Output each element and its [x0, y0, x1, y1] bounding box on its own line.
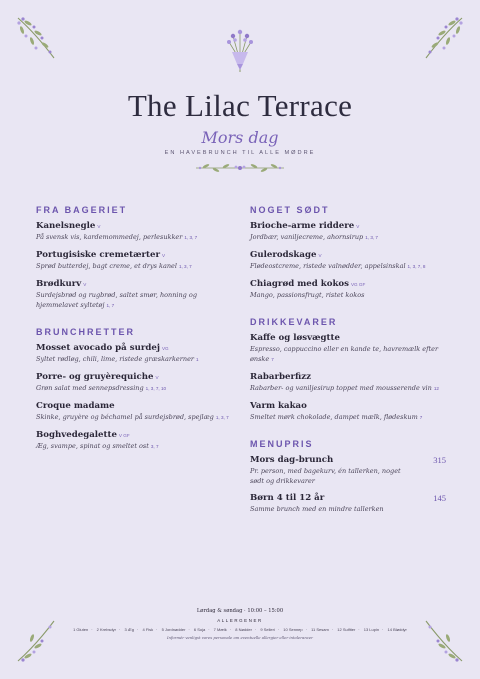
- menu-item: [36, 372, 236, 394]
- diet-tag: V: [356, 224, 360, 229]
- menu-item: [250, 455, 446, 486]
- allergen-codes: 1, 3, 7, 8: [407, 264, 426, 269]
- menu-section-prices: [250, 439, 446, 514]
- section-title: BRUNCHRETTER: [36, 327, 135, 337]
- item-description: Samme brunch med en mindre tallerken: [250, 505, 384, 513]
- menu-item: [36, 401, 236, 423]
- left-column: [36, 205, 236, 468]
- allergen-codes: 1, 3, 7, 10: [145, 386, 167, 391]
- allergen-codes: 7: [271, 357, 274, 362]
- item-description: Jordbær, vaniljecreme, ahornsirup: [250, 233, 364, 241]
- tagline: EN HAVEBRUNCH TIL ALLE MØDRE: [164, 150, 316, 156]
- item-name: Børn 4 til 12 år: [250, 493, 325, 503]
- diet-tag: V GF: [118, 433, 130, 438]
- menu-item: [250, 372, 446, 394]
- item-description: Pr. person, med bagekurv, én tallerken, noget sødt og drikkevarer: [250, 467, 401, 485]
- diet-tag: V: [318, 253, 322, 258]
- item-description: Grøn salat med sennepsdressing: [36, 384, 144, 392]
- menu-section-sweets: [250, 205, 446, 301]
- menu-section-bakery: [36, 205, 236, 311]
- item-name: Portugisiske cremetærter: [36, 250, 160, 260]
- item-price: 315: [433, 455, 446, 465]
- diet-tag: V: [97, 224, 101, 229]
- allergen-codes: 12: [433, 386, 439, 391]
- menu-item: [250, 279, 446, 301]
- section-title: FRA BAGERIET: [36, 205, 128, 215]
- allergy-footnote: Informér venligst vores personale om eventuelle allergier eller intolerancer: [167, 635, 313, 640]
- allergen-list: 1 Gluten · 2 Krebsdyr · 3 Æg · 4 Fisk · 5 Jordnødder · 6 Soja · 7 Mælk · 8 Nødder · 9 Selleri · 10 Sennep · 11 Sesam · 12 Sulfiter · 13 Lupin · 14 Bløddyr: [73, 627, 407, 632]
- menu-item: [36, 343, 236, 365]
- item-name: Brioche-arme riddere: [250, 221, 355, 231]
- menu-item: [250, 250, 446, 272]
- allergen-codes: 3, 7: [150, 444, 159, 449]
- item-description: Surdejsbrød og rugbrød, saltet smør, honning og hjemmelavet syltetøj: [36, 291, 197, 309]
- menu-section-drinks: [250, 317, 446, 423]
- event-title: Mors dag: [201, 128, 279, 147]
- menu-item: [250, 401, 446, 423]
- item-name: Rabarberfizz: [250, 372, 312, 382]
- menu-header: [0, 28, 480, 174]
- item-description: Rabarber- og vaniljesirup toppet med mousserende vin: [250, 384, 432, 392]
- allergen-codes: 1, 3, 7: [365, 235, 378, 240]
- allergen-codes: 1, 3, 7: [215, 415, 229, 420]
- item-description: Mango, passionsfrugt, ristet kokos: [250, 291, 365, 299]
- menu-item: [250, 221, 446, 243]
- diet-tag: VG GF: [350, 282, 366, 287]
- menu-item: [250, 333, 446, 365]
- item-description: Syltet rødløg, chili, lime, ristede græskarkerner: [36, 355, 195, 363]
- allergen-entry: 11 Sesam: [311, 627, 329, 632]
- item-name: Boghvedegalette: [36, 430, 117, 440]
- item-name: Mosset avocado på surdej: [36, 343, 160, 353]
- item-name: Gulerodskage: [250, 250, 317, 260]
- menu-item: [36, 279, 236, 311]
- item-description: Skinke, gruyère og béchamel på surdejsbrød, spejlæg: [36, 413, 214, 421]
- section-title: DRIKKEVARER: [250, 317, 338, 327]
- item-description: Espresso, cappuccino eller en kande te, havremælk efter ønske: [250, 345, 439, 363]
- menu-item: [36, 250, 236, 272]
- section-title: MENUPRIS: [250, 439, 314, 449]
- item-description: Smeltet mørk chokolade, dampet mælk, flødeskum: [250, 413, 418, 421]
- diet-tag: V: [161, 253, 166, 258]
- diet-tag: V: [155, 375, 159, 380]
- item-name: Varm kakao: [250, 401, 307, 411]
- menu-item: [250, 493, 446, 514]
- allergen-entry: 1 Gluten: [73, 627, 89, 632]
- allergen-entry: 8 Nødder: [235, 627, 252, 632]
- item-name: Mors dag-brunch: [250, 455, 334, 465]
- allergen-codes: 1, 3, 7: [178, 264, 192, 269]
- allergen-codes: 1: [196, 357, 199, 362]
- restaurant-title: The Lilac Terrace: [127, 88, 353, 123]
- allergen-codes: 7: [419, 415, 423, 420]
- allergen-entry: 4 Fisk: [142, 627, 154, 632]
- allergen-entry: 13 Lupin: [363, 627, 380, 632]
- allergen-entry: 2 Krebsdyr: [96, 627, 117, 632]
- allergen-entry: 14 Bløddyr: [387, 627, 407, 632]
- item-name: Croque madame: [36, 401, 115, 411]
- item-description: På svensk vis, kardemommedej, perlesukker: [36, 233, 183, 241]
- allergen-entry: 9 Selleri: [260, 627, 275, 632]
- menu-item: [36, 221, 236, 243]
- allergen-entry: 10 Sennep: [283, 627, 303, 632]
- allergen-entry: 3 Æg: [124, 627, 135, 632]
- allergen-entry: 5 Jordnødder: [161, 627, 186, 632]
- allergen-codes: 1, 7: [106, 303, 115, 308]
- section-title: NOGET SØDT: [250, 205, 330, 215]
- menu-section-brunch: [36, 327, 236, 452]
- allergen-entry: 6 Soja: [193, 627, 206, 632]
- item-name: Brødkurv: [36, 279, 82, 289]
- item-description: Flødeostcreme, ristede valnødder, appelsinskal: [250, 262, 406, 270]
- leaf-divider-icon: [192, 162, 288, 174]
- opening-hours: Lørdag & søndag · 10:00 – 15:00: [196, 608, 284, 614]
- item-price: 145: [433, 493, 446, 503]
- item-name: Porre- og gruyèrequiche: [36, 372, 154, 382]
- item-name: Kaffe og løsvægtte: [250, 333, 340, 343]
- menu-item: [36, 430, 236, 452]
- allergen-codes: 1, 3, 7: [184, 235, 198, 240]
- item-name: Kanelsnegle: [36, 221, 96, 231]
- menu-footer: [0, 608, 480, 640]
- item-name: Chiagrød med kokos: [250, 279, 349, 289]
- diet-tag: V: [83, 282, 87, 287]
- right-column: [250, 205, 446, 530]
- allergen-entry: 12 Sulfiter: [337, 627, 356, 632]
- allergens-title: ALLERGENER: [217, 618, 263, 623]
- item-description: Æg, svampe, spinat og smeltet ost: [36, 442, 149, 450]
- allergen-entry: 7 Mælk: [213, 627, 227, 632]
- diet-tag: VG: [161, 346, 169, 351]
- item-description: Sprød butterdej, bagt creme, et drys kanel: [36, 262, 177, 270]
- lavender-bouquet-icon: [223, 28, 257, 74]
